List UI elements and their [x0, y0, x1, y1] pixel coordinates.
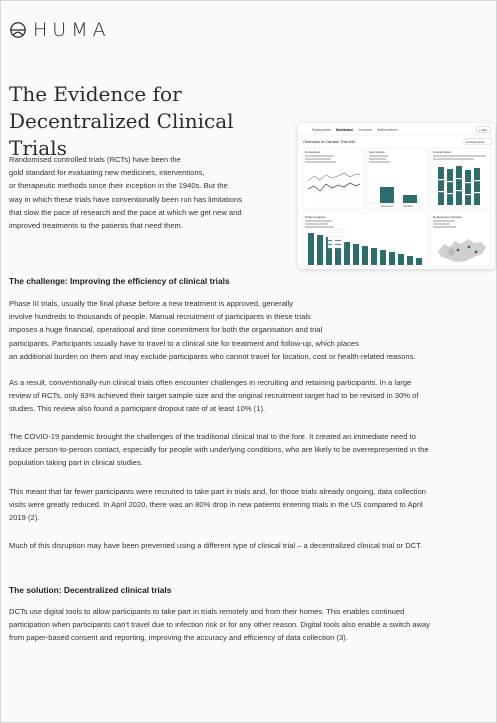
dash-card-consented-title: Consented [305, 150, 320, 154]
text-line: Much of this disruption may have been prevented using a different type of clinical trial – a decentralized clinical trial or DCT. [9, 541, 423, 550]
intro-line: or therapeutic methods since their inception in the 1940s. But the [9, 181, 228, 191]
text-line: population taking part in clinical studies. [9, 458, 143, 468]
solution-paragraph-1 [9, 605, 489, 645]
challenge-heading: The challenge: Improving the efficiency of clinical trials [9, 276, 230, 286]
brand-name: HUMA [33, 19, 111, 41]
text-line: participation when participants can't travel due to infection risk or for any other reason. Digital tools also enable a switch away [9, 620, 431, 630]
dash-header-title: Overview of Cardiac Trial #42 [303, 139, 356, 144]
dash-add-label: + Add [479, 127, 487, 132]
challenge-paragraph-4 [9, 485, 489, 525]
intro-line: Randomised controlled trials (RCTs) have been the [9, 155, 181, 164]
huma-logo-icon [9, 21, 27, 39]
text-line: As a result, conventionally-run clinical trials often encounter challenges in recruiting and retaining participants. In a large [9, 378, 412, 387]
dash-key-label-2: Enrolled [404, 205, 413, 208]
dash-card-key-metrics-title: Key metrics [369, 150, 385, 154]
dash-key-label-1: Consented [381, 205, 393, 208]
solution-heading: The solution: Decentralized clinical trials [9, 585, 172, 595]
dash-tab-dashboard: Dashboard [336, 128, 353, 132]
dashboard-preview-graphic [298, 123, 495, 269]
challenge-paragraph-3 [9, 430, 489, 470]
dash-card-study-title: Study progress [305, 215, 326, 219]
text-line: from paper-based consent and reporting, improving the accuracy and efficiency of data collection (3). [9, 633, 348, 643]
text-line: DCTs use digital tools to allow participants to take part in trials remotely and from their homes. This enables continued [9, 607, 405, 616]
text-line: visits were greatly reduced. In April 2020, there was an 80% drop in new patients entering trials in the US compared to April [9, 500, 423, 510]
intro-line: gold standard for evaluating new medicines, interventions, [9, 168, 205, 178]
text-line: imposes a huge financial, operational and time commitment for both the organisation and trial [9, 325, 323, 335]
text-line: review of RCTs, only 63% achieved their target sample size and the original recruitment target had to be revised in 30% of [9, 391, 419, 401]
text-line: reduce person-to-person contact, especially for people with underlying conditions, who are likely to be overrepresented in the [9, 445, 429, 455]
challenge-paragraph-1 [9, 297, 489, 363]
text-line: The COVID-19 pandemic brought the challenges of the traditional clinical trial to the fore. It created an immediate need to [9, 432, 416, 441]
text-line: participants. Participants usually have to travel to a clinical site for treatment and follow-up, which places [9, 338, 359, 348]
challenge-paragraph-2 [9, 376, 489, 416]
intro-line: improved treatments to the patients that need them. [9, 221, 183, 231]
text-line: This meant that far fewer participants were recruited to take part in trials and, for those trials already ongoing, data collection [9, 487, 427, 496]
dash-tab-consents: Consents [358, 128, 372, 132]
title-line-2: Decentralized Clinical Trials [9, 109, 234, 160]
intro-paragraph [9, 153, 294, 232]
dash-tab-staff: Staff members [377, 128, 398, 132]
text-line: an additional burden on them and may exclude participants who cannot travel for location, cost or health-related reasons. [9, 351, 416, 361]
text-line: Phase III trials, usually the final phase before a new treatment is approved, generally [9, 299, 294, 308]
dash-card-overall-title: Overall views [433, 150, 451, 154]
text-line: 2019 (2). [9, 513, 40, 523]
dash-header-button: All deployments [466, 140, 485, 144]
brand-logo[interactable] [9, 19, 111, 41]
dashboard-preview-image [298, 123, 495, 269]
title-line-1: The Evidence for [9, 82, 182, 106]
dash-card-deployment-title: Deployment overview [433, 215, 462, 219]
page-title [9, 81, 279, 162]
intro-line: that slow the pace of research and the pace at which we get new and [9, 207, 242, 217]
text-line: involve hundreds to thousands of people. Manual recruitment of participants in these trials [9, 312, 311, 322]
intro-line: way in which these trials have conventionally been run has limitations [9, 194, 242, 204]
text-line: studies. This review also found a participant dropout rate of at least 10% (1). [9, 404, 266, 414]
dash-tab-deployments: Deployments [312, 128, 331, 132]
challenge-paragraph-5 [9, 539, 489, 552]
